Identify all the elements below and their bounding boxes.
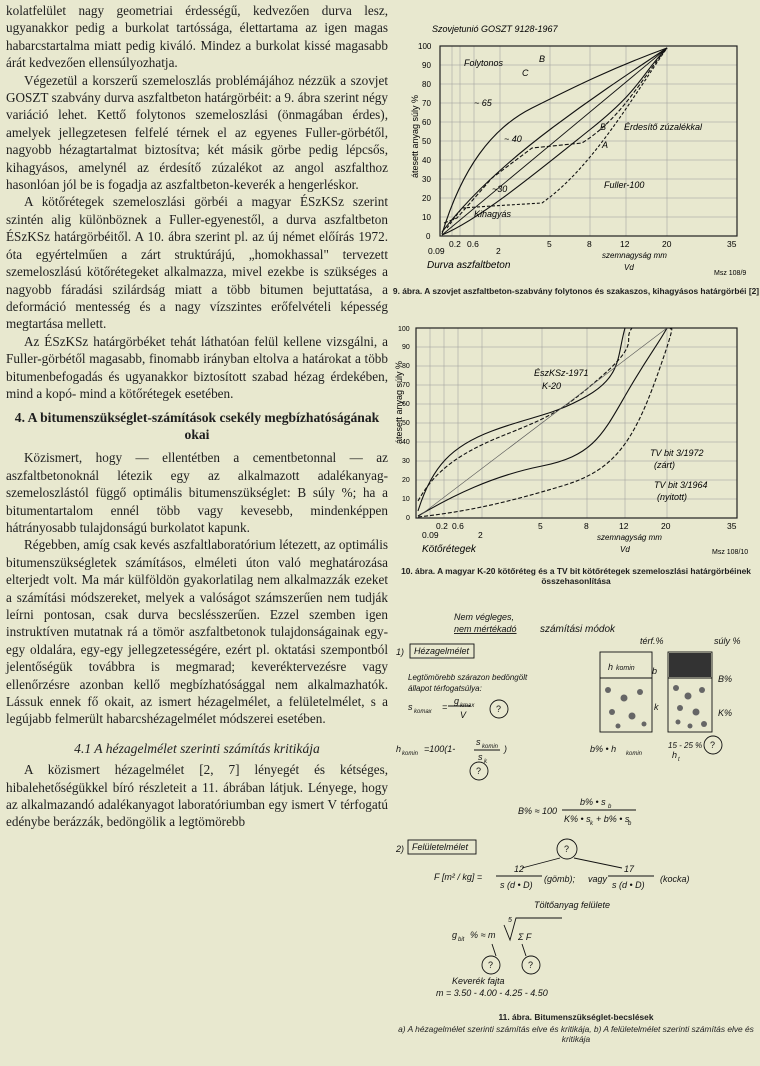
- svg-text:kmax: kmax: [460, 703, 475, 709]
- section-title: 4. A bitumenszükséglet-számítások csekély megbízhatóságának okai: [14, 410, 380, 443]
- svg-text:20: 20: [662, 239, 672, 249]
- svg-text:h: h: [672, 750, 678, 760]
- fig10-ylabel: átesett anyag súly %: [394, 360, 404, 444]
- svg-text:2): 2): [396, 844, 405, 854]
- svg-text:30: 30: [422, 175, 431, 184]
- fig9-xlabel: szemnagyság mm: [602, 251, 667, 260]
- svg-text:35: 35: [727, 521, 737, 531]
- svg-text:komin: komin: [626, 751, 643, 757]
- svg-text:m = 3.50 - 4.00 - 4.25 - 4.50: m = 3.50 - 4.00 - 4.25 - 4.50: [436, 988, 548, 998]
- svg-text:35: 35: [727, 239, 737, 249]
- svg-text:V: V: [460, 710, 467, 720]
- svg-text:8: 8: [584, 521, 589, 531]
- fig10-labels: [534, 368, 708, 502]
- figure-9-plot: [392, 18, 760, 280]
- svg-text:Kihagyás: Kihagyás: [474, 209, 512, 219]
- fig9-code: Msz 108/9: [714, 270, 747, 277]
- svg-text:8: 8: [587, 239, 592, 249]
- svg-text:g: g: [452, 930, 458, 940]
- svg-text:=100(1-: =100(1-: [424, 744, 456, 754]
- paragraph: kolatfelület nagy geometriai érdességű, kedvezően durva lesz, ugyanakkor pedig a burkolat tartóssága, élettartama az igen magas habarcstartalma miatt pedig kiváló. Mindez a burkolat kissé magasabb árát kedvezően ellensúlyozhatja.: [6, 3, 388, 71]
- svg-text:100: 100: [398, 326, 410, 333]
- svg-text:80: 80: [402, 363, 410, 370]
- fig9-xlabel-sub: Vd: [624, 263, 634, 272]
- svg-text:(gömb);: (gömb);: [544, 874, 576, 884]
- svg-text:70: 70: [402, 382, 410, 389]
- svg-text:nem mértékadó: nem mértékadó: [454, 624, 517, 634]
- left-text-column: [6, 2, 388, 831]
- svg-text:K-20: K-20: [542, 381, 562, 391]
- svg-text:számítási módok: számítási módok: [540, 624, 616, 635]
- fig9-bottom-label: Durva aszfaltbeton: [427, 260, 511, 271]
- svg-text:60: 60: [402, 401, 410, 408]
- svg-text:?: ?: [476, 766, 482, 776]
- svg-text:B%: B%: [718, 674, 733, 684]
- fig9-caption: 9. ábra. A szovjet aszfaltbeton-szabvány folytonos és szakaszos, kihagyásos határgörbéi [2]: [392, 286, 760, 296]
- svg-text:(nyitott): (nyitott): [657, 492, 688, 502]
- fig9-ylabel: átesett anyag súly %: [410, 94, 420, 178]
- svg-text:90: 90: [402, 344, 410, 351]
- svg-text:0: 0: [406, 515, 410, 522]
- svg-text:Σ F: Σ F: [518, 932, 532, 942]
- svg-text:1): 1): [396, 647, 405, 657]
- svg-text:?: ?: [564, 844, 570, 854]
- svg-text:70: 70: [422, 99, 431, 108]
- svg-text:80: 80: [422, 80, 431, 89]
- svg-text:?: ?: [528, 960, 534, 970]
- svg-text:komax: komax: [414, 709, 432, 715]
- fig10-caption: 10. ábra. A magyar K-20 kötőréteg és a TV bit kötőrétegek szemeloszlási határgörbéinek összehasonlítása: [401, 566, 751, 586]
- fig10-xticks: [422, 521, 737, 540]
- svg-text:~ 40: ~ 40: [504, 134, 522, 144]
- fig11-shapes: [408, 644, 722, 974]
- svg-text:=: =: [442, 702, 448, 712]
- svg-text:g: g: [454, 696, 460, 706]
- svg-text:5: 5: [538, 521, 543, 531]
- figure-10-plot: [392, 316, 760, 564]
- svg-text:20: 20: [661, 521, 671, 531]
- svg-text:0.09: 0.09: [422, 530, 439, 540]
- svg-text:b: b: [652, 666, 658, 676]
- svg-text:b% • s: b% • s: [580, 797, 606, 807]
- svg-text:k: k: [590, 821, 593, 827]
- svg-text:~ 65: ~ 65: [474, 98, 492, 108]
- svg-text:s: s: [478, 752, 483, 762]
- svg-text:b% • h: b% • h: [590, 744, 617, 754]
- figures-column: [392, 0, 760, 1066]
- svg-text:12: 12: [620, 239, 630, 249]
- paragraph: Régebben, amíg csak kevés aszfaltlaboratórium létezett, az optimális bitumenszükségletek számításos, elméleti úton való meghatározása elterjedt volt. Ma már külföldön gyakorlatilag nem alkalmazzák ezeket a számítási módszereket, melyek a valóságot számszerűen nem tudják leírni pontosan, csak durva becslésszerűen. Ezzel szemben igen instruktíven mutatnak rá a tömör aszfaltbetonok tulajdonságainak egy-egy oldalára, egy-egy jellegzetességére, ezért pl. oktatási szempontból jelentőségük továbbra is megmarad; keveréktervezésre vagy ellenőrzésre azonban kellő megbízhatósággal nem alkalmazhatók. Lássuk ennek fő okait, az ismert hézagelmélet, a felületelmélet, s a legújabb felmerült habarcshézagelmélet módszerei esetében.: [6, 537, 388, 727]
- svg-text:Érdesítő zúzalékkal: Érdesítő zúzalékkal: [624, 122, 703, 132]
- svg-text:Folytonos: Folytonos: [464, 58, 504, 68]
- svg-text:állapot térfogatsúlya:: állapot térfogatsúlya:: [408, 684, 482, 693]
- svg-text:Töltőanyag felülete: Töltőanyag felülete: [534, 900, 611, 910]
- svg-text:20: 20: [402, 477, 410, 484]
- svg-text:5: 5: [547, 239, 552, 249]
- fig9-grid: [440, 46, 737, 236]
- svg-text:k: k: [654, 702, 659, 712]
- fig9-xticks: [428, 239, 737, 256]
- svg-text:~30: ~30: [492, 184, 508, 194]
- paragraph: Végezetül a korszerű szemeloszlás problémájához nézzük a szovjet GOSZT szabvány durva aszfaltbeton határgörbéit: a 9. ábra szerint négy variáció lehet. Kettő folytonos szemeloszlási (önmagában érdes), amelyek jellegzetesen felfelé térnek el az egyenes Fuller-görbétől, nagyobb hézagtartalmat biztosítva; két másik görbe pedig lépcsős, kihagyásos, amelynél az érdesítő zúzalékot az angol aszfalthoz hasonlóan jól be is fogadja az aszfaltbeton-keverék a hengerléskor.: [6, 72, 388, 193]
- svg-text:15 - 25 %: 15 - 25 %: [668, 741, 703, 750]
- svg-text:bit: bit: [458, 937, 465, 943]
- svg-text:Felületelmélet: Felületelmélet: [412, 842, 469, 852]
- figure-11-diagram: [392, 600, 760, 1010]
- svg-text:10: 10: [402, 496, 410, 503]
- svg-text:10: 10: [422, 213, 431, 222]
- paragraph: A kötőrétegek szemeloszlási görbéi a magyar ÉSzKSz szerint szintén alig különböznek a Fuller-egyenestől, a durva aszfaltbeton ÉSzKSz határgörbéitől. A 10. ábra szerint pl. az új német előírás 1972. óta egyértelműen a zárt struktúrájú, „homokhassal" tervezett szemeloszlású kötőrétegeket alkalmazza, mivel ezekbe is szükséges a nagyobb fáradási szilárdság miatt a több bitumen bejuttatása, a deformáció mentesség és a nagy vízszintes erőfelvételi képesség megtartása mellett.: [6, 194, 388, 332]
- fig10-xlabel-sub: Vd: [620, 545, 630, 554]
- figure-10: [392, 316, 760, 564]
- svg-text:komin: komin: [482, 744, 499, 750]
- svg-text:0.2: 0.2: [436, 521, 448, 531]
- fig10-bottom-label: Kötőrétegek: [422, 544, 476, 555]
- svg-text:60: 60: [422, 118, 431, 127]
- svg-text:térf.%: térf.%: [640, 636, 664, 646]
- svg-text:komin: komin: [402, 751, 419, 757]
- svg-text:s: s: [408, 702, 413, 712]
- svg-text:30: 30: [402, 458, 410, 465]
- svg-text:TV bit 3/1964: TV bit 3/1964: [654, 480, 708, 490]
- svg-text:Nem végleges,: Nem végleges,: [454, 612, 515, 622]
- svg-text:12: 12: [514, 864, 525, 874]
- svg-text:?: ?: [496, 704, 502, 714]
- svg-text:t: t: [678, 757, 680, 763]
- svg-text:Keverék fajta: Keverék fajta: [452, 976, 505, 986]
- svg-text:súly %: súly %: [714, 636, 741, 646]
- svg-text:(kocka): (kocka): [660, 874, 690, 884]
- fig11-caption-title: 11. ábra. Bitumenszükséglet-becslések: [498, 1012, 654, 1022]
- svg-text:% ≈ m: % ≈ m: [470, 930, 496, 940]
- bitumen-fill: [669, 653, 711, 677]
- svg-text:0.6: 0.6: [452, 521, 464, 531]
- svg-text:B: B: [600, 122, 607, 132]
- svg-text:Hézagelmélet: Hézagelmélet: [414, 646, 470, 656]
- svg-text:12: 12: [619, 521, 629, 531]
- svg-text:20: 20: [422, 194, 431, 203]
- svg-text:s: s: [476, 737, 481, 747]
- fig11-caption-body: a) A hézagelmélet szerinti számítás elve és kritikája, b) A felületelmélet szerinti számítás elve és kritikája: [398, 1024, 754, 1044]
- paragraph: A közismert hézagelmélet [2, 7] lényegét és kétséges, hibalehetőségükkel bíró részleteit a 11. ábrában látjuk. Lényege, hogy az alkalmazandó adalékanyagot laboratóriumban egy ismert V térfogatú edénybe berázzák, bedöngölik a legtömörebb: [6, 762, 388, 830]
- svg-text:k: k: [484, 759, 487, 765]
- fig9-header: Szovjetunió GOSZT 9128-1967: [432, 24, 558, 34]
- svg-text:50: 50: [422, 137, 431, 146]
- svg-text:B: B: [539, 54, 546, 64]
- svg-text:h: h: [396, 744, 402, 754]
- svg-text:90: 90: [422, 61, 431, 70]
- svg-text:b: b: [628, 821, 632, 827]
- svg-text:(zárt): (zárt): [654, 460, 675, 470]
- svg-text:0.6: 0.6: [467, 239, 479, 249]
- svg-text:K% • s: K% • s: [564, 814, 591, 824]
- svg-text:ÉszKSz-1971: ÉszKSz-1971: [534, 368, 589, 378]
- svg-text:komin: komin: [616, 665, 635, 672]
- fig9-curves: [442, 48, 667, 235]
- svg-text:Fuller-100: Fuller-100: [604, 180, 645, 190]
- svg-text:2: 2: [496, 246, 501, 256]
- svg-text:C: C: [522, 68, 529, 78]
- svg-text:100: 100: [418, 42, 432, 51]
- svg-text:+ b% • s: + b% • s: [596, 814, 630, 824]
- svg-text:vagy: vagy: [588, 874, 608, 884]
- svg-text:0.2: 0.2: [449, 239, 461, 249]
- figure-9: [392, 18, 760, 280]
- svg-text:TV bit 3/1972: TV bit 3/1972: [650, 448, 704, 458]
- subsection-title: 4.1 A hézagelmélet szerinti számítás kritikája: [74, 740, 320, 756]
- fig10-xlabel: szemnagyság mm: [597, 533, 662, 542]
- paragraph: Az ÉSzKSz határgörbéket tehát láthatóan felül kellene vizsgálni, a Fuller-görbétől magasabb, finomabb irányban eltolva a határokat a több bitumenbefogadás és ugyanakkor biztosított szabad hézag érdekében, mind a kopó- mind a kötőrétegek esetében.: [6, 333, 388, 401]
- fig10-curves: [418, 328, 672, 517]
- svg-text:Legtömörebb szárazon bedöngölt: Legtömörebb szárazon bedöngölt: [408, 673, 528, 682]
- svg-text:?: ?: [710, 740, 716, 750]
- svg-text:2: 2: [478, 530, 483, 540]
- svg-text:s (d • D): s (d • D): [612, 880, 645, 890]
- svg-text:B% ≈ 100: B% ≈ 100: [518, 806, 557, 816]
- svg-text:40: 40: [422, 156, 431, 165]
- svg-text:): ): [504, 744, 507, 754]
- svg-text:17: 17: [624, 864, 635, 874]
- svg-text:?: ?: [488, 960, 494, 970]
- fig9-yticks: [418, 42, 432, 241]
- svg-text:5: 5: [508, 917, 512, 924]
- figure-11: [392, 600, 760, 1010]
- paragraph: Közismert, hogy — ellentétben a cementbetonnal — az aszfaltbetonoknál létezik egy az alkalmazott adalékanyag-szemeloszlástól függő optimális bitumenszükséglet: B súly %; ha a bitumentartalom ennél több vagy kevesebb, mindenképpen hátrányosabb tulajdonságú burkolatot kapunk.: [6, 450, 388, 535]
- svg-text:0: 0: [426, 232, 431, 241]
- svg-text:h: h: [608, 662, 614, 672]
- svg-text:50: 50: [402, 420, 410, 427]
- svg-text:b: b: [608, 804, 612, 810]
- svg-text:F [m² / kg] =: F [m² / kg] =: [434, 872, 483, 882]
- svg-text:40: 40: [402, 439, 410, 446]
- svg-text:K%: K%: [718, 708, 733, 718]
- svg-text:0.09: 0.09: [428, 246, 445, 256]
- svg-text:A: A: [602, 140, 609, 150]
- fig10-code: Msz 108/10: [712, 549, 749, 556]
- svg-text:s (d • D): s (d • D): [500, 880, 533, 890]
